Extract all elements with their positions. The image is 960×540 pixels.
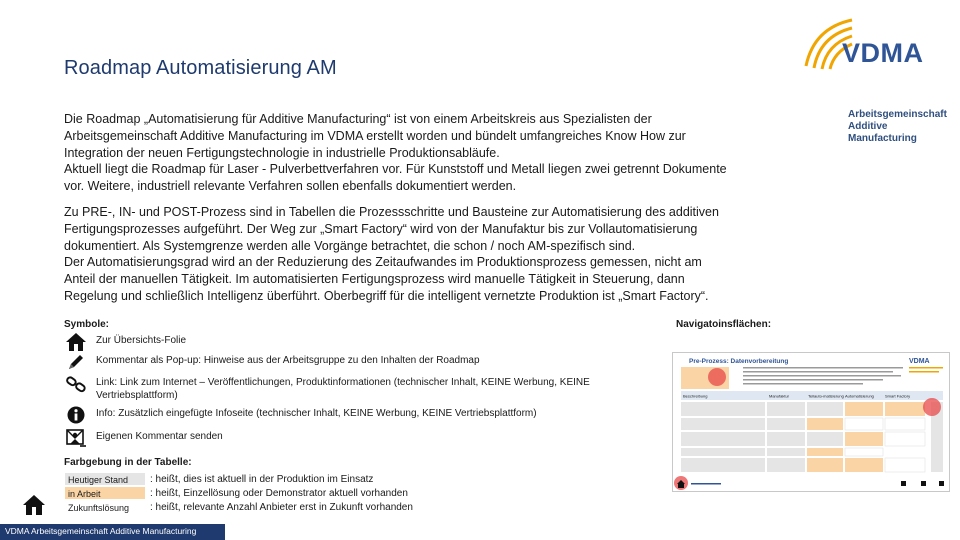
symbol-send-text: Eigenen Kommentar senden	[96, 431, 223, 442]
process-paragraph: Zu PRE-, IN- und POST-Prozess sind in Tabellen die Prozessschritte und Bausteine zur Automatisierung des additiven Fertigungsprozesses aufgeführt. Der Weg zur „Smart Factory“ wird von der Manufaktur bis zur Vollautomatisierung dokumentiert. Als Systemgrenze werden alle Vorgänge betrachtet, die schon / noch AM-spezifisch sind. Der Automatisierungsgrad wird an der Reduzierung des Zeitaufwandes im Produktionsprozess gemessen, nicht am Anteil der manuellen Tätigkeit. Im automatisierten Fertigungsprozess wird manuelle Tätigkeit in Steuerung, dann Regelung und schließlich Intelligenz überführt. Oberbegriff für die intelligent vernetzte Produktion ist „Smart Factory“.	[64, 205, 719, 303]
symbol-home-text: Zur Übersichts-Folie	[96, 335, 187, 346]
legend-desc: : heißt, dies ist aktuell in der Produktion im Einsatz	[150, 473, 374, 485]
symbol-row-link	[64, 374, 654, 402]
symbol-pencil-text: Kommentar als Pop-up: Hinweise aus der Arbeitsgruppe zu den Inhalten der Roadmap	[96, 355, 480, 366]
color-legend-heading: Farbgebung in der Tabelle:	[64, 457, 192, 468]
legend-row-zukunftsloesung	[64, 500, 413, 514]
symbol-row-home	[64, 332, 654, 352]
preview-title: Pre-Prozess: Datenvorbereitung	[689, 358, 789, 365]
vdma-logo	[800, 12, 950, 144]
home-navigation-icon[interactable]	[22, 494, 46, 516]
symbol-info-text: Info: Zusätzlich eingefügte Infoseite (technischer Inhalt, KEINE Werbung, KEINE Vertriebsplattform)	[96, 408, 537, 419]
home-icon[interactable]	[64, 332, 88, 352]
color-legend	[64, 472, 413, 514]
symbol-row-send	[64, 428, 654, 448]
link-icon[interactable]	[64, 374, 88, 394]
legend-row-heutiger-stand	[64, 472, 413, 486]
swatch-zukunftsloesung: Zukunftslösung	[64, 500, 146, 514]
legend-row-in-arbeit	[64, 486, 413, 500]
symbol-row-info	[64, 405, 654, 425]
symbol-link-text: Link: Link zum Internet – Veröffentlichungen, Produktinformationen (technischer Inhalt, KEINE Werbung, KEINE Vertriebsplattform)	[96, 377, 590, 401]
swatch-heutiger-stand: Heutiger Stand	[64, 472, 146, 486]
intro-paragraph: Die Roadmap „Automatisierung für Additive Manufacturing“ ist von einem Arbeitskreis aus Spezialisten der Arbeitsgemeinschaft Additive Manufacturing im VDMA erstellt worden und bündelt umfangreiches Know How zur Integration der neuen Fertigungstechnologie in industrielle Produktionsabläufe. Aktuell liegt die Roadmap für Laser - Pulverbettverfahren vor. Für Kunststoff und Metall liegen zwei getrennt Dokumente vor. Weitere, industriell relevante Verfahren sollen ebenfalls dokumentiert werden.	[64, 112, 727, 194]
pencil-icon[interactable]	[64, 352, 88, 372]
footer-text: VDMA Arbeitsgemeinschaft Additive Manufacturing	[5, 526, 197, 536]
swatch-in-arbeit: in Arbeit	[64, 486, 146, 500]
info-icon[interactable]	[64, 405, 88, 425]
navigation-preview-thumbnail	[672, 352, 950, 492]
svg-text:Beschreibung: Beschreibung	[683, 393, 708, 399]
symbols-heading: Symbole:	[64, 319, 110, 330]
svg-text:Manufaktur: Manufaktur	[769, 393, 790, 399]
symbol-row-pencil	[64, 352, 654, 372]
svg-text:Teilauto-matisierung: Teilauto-matisierung	[808, 393, 844, 399]
legend-desc: : heißt, relevante Anzahl Anbieter erst in Zukunft vorhanden	[150, 501, 413, 513]
page-title: Roadmap Automatisierung AM	[64, 57, 337, 79]
svg-text:Automatisierung: Automatisierung	[845, 393, 874, 399]
navigation-heading: Navigatoinsflächen:	[676, 319, 772, 330]
footer	[0, 524, 960, 540]
legend-desc: : heißt, Einzellösung oder Demonstrator aktuell vorhanden	[150, 487, 408, 499]
svg-text:VDMA: VDMA	[909, 358, 930, 365]
logo-subtitle: Arbeitsgemeinschaft Additive Manufacturing	[848, 109, 947, 144]
svg-text:Smart Factory: Smart Factory	[885, 393, 911, 399]
vdma-wordmark: VDMA	[842, 38, 924, 68]
send-comment-icon[interactable]	[64, 428, 88, 448]
